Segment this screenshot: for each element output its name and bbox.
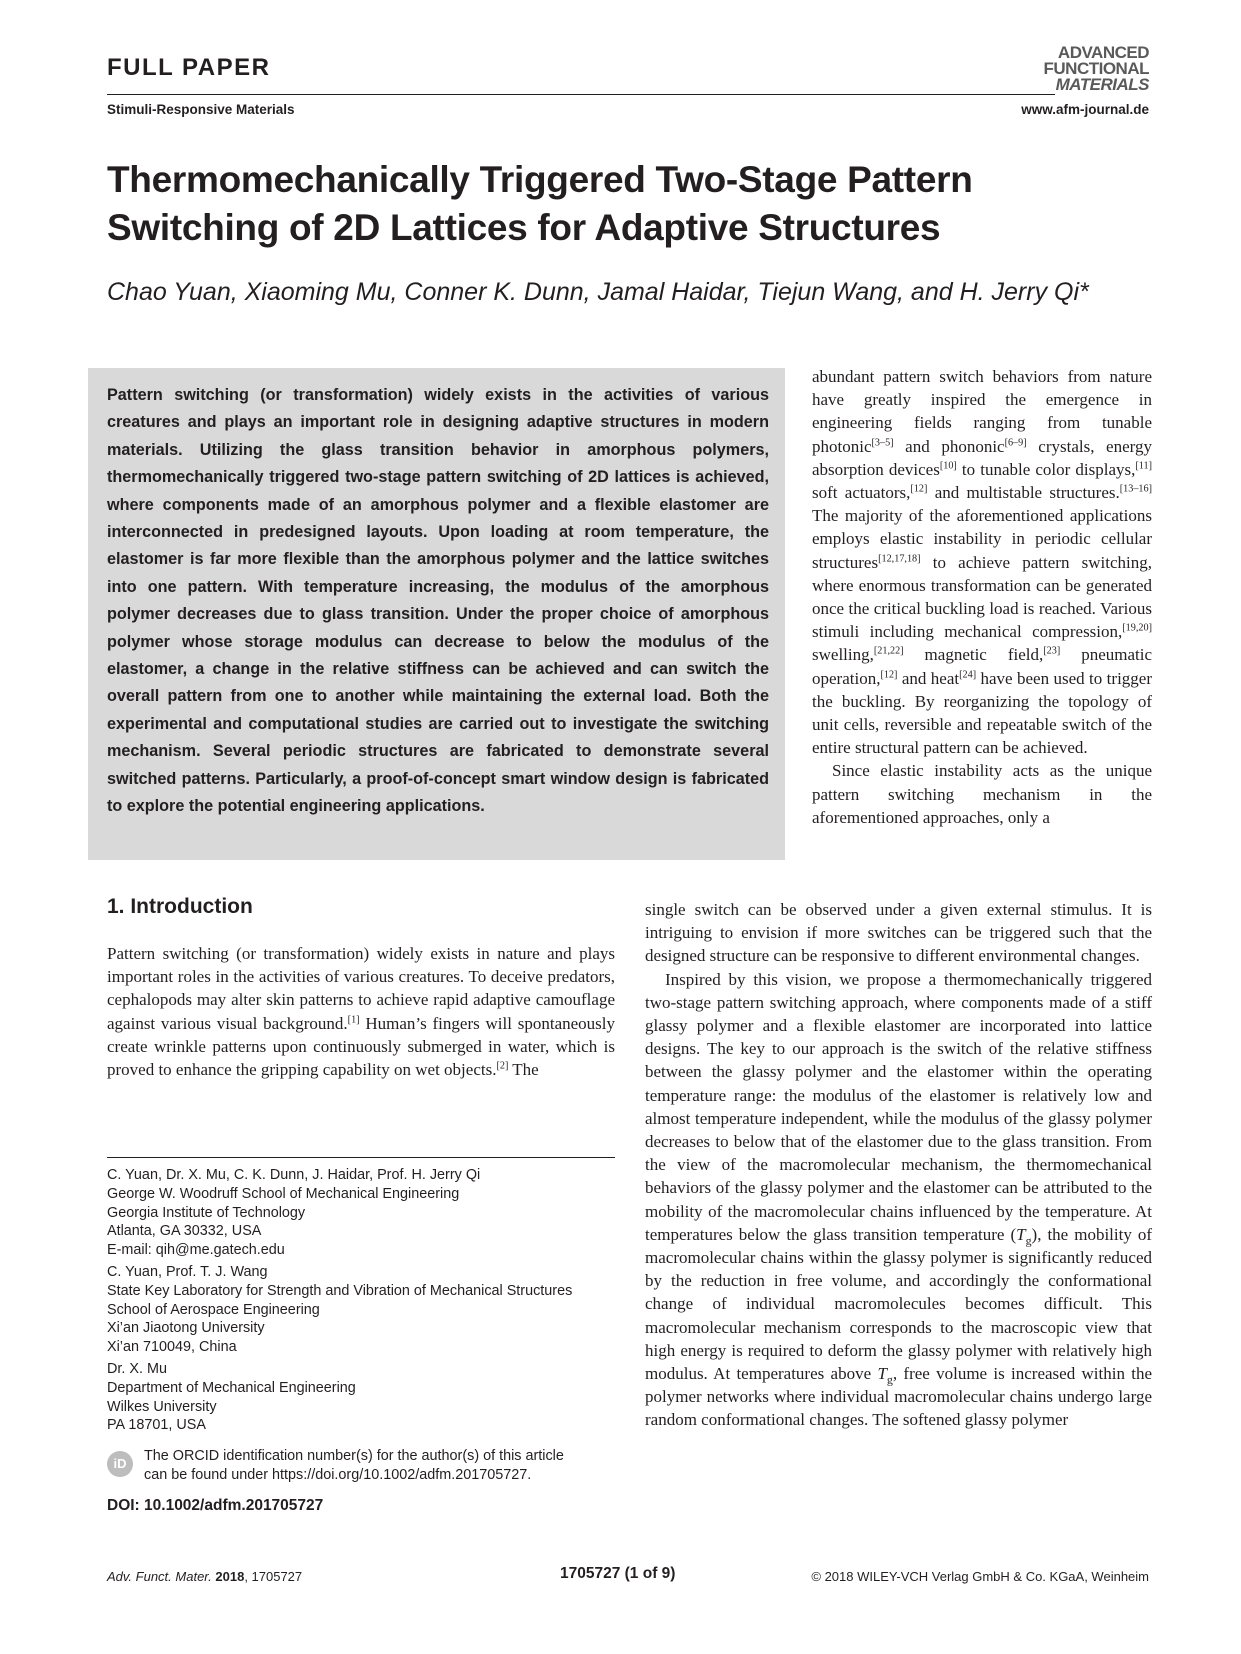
citation[interactable]: [1]	[347, 1013, 360, 1025]
section-tag: Stimuli-Responsive Materials	[107, 102, 295, 117]
paper-title: Thermomechanically Triggered Two-Stage Pattern Switching of 2D Lattices for Adaptive Structures	[107, 159, 973, 248]
section-heading: 1. Introduction	[107, 895, 253, 918]
citation[interactable]: [19,20]	[1122, 622, 1152, 634]
citation[interactable]: [12]	[910, 483, 928, 495]
affiliation-block: C. Yuan, Prof. T. J. Wang State Key Laboratory for Strength and Vibration of Mechanical Structures School of Aerospace Engineering Xi’an Jiaotong University Xi’an 710049, China	[107, 1263, 573, 1356]
orcid-link[interactable]: can be found under https://doi.org/10.1002/adfm.201705727.	[144, 1466, 532, 1483]
citation[interactable]: [12]	[880, 668, 898, 680]
journal-logo	[1044, 45, 1149, 93]
citation[interactable]: [2]	[496, 1060, 509, 1072]
copyright: © 2018 WILEY-VCH Verlag GmbH & Co. KGaA, Weinheim	[811, 1569, 1149, 1584]
page-number: 1705727 (1 of 9)	[560, 1565, 676, 1582]
author-list: Chao Yuan, Xiaoming Mu, Conner K. Dunn, Jamal Haidar, Tiejun Wang, and H. Jerry Qi*	[107, 278, 1089, 306]
article-type-label: FULL PAPER	[107, 54, 271, 81]
abstract-text: Pattern switching (or transformation) widely exists in the activities of various creatures and plays an important role in designing adaptive structures in modern materials. Utilizing the glass transition behavior in amorphous polymers, thermomechanically triggered two-stage pattern switching of 2D lattices is achieved, where components made of an amorphous polymer and a flexible elastomer are interconnected in predesigned layouts. Upon loading at room temperature, the elastomer is far more flexible than the amorphous polymer and the lattice switches into one pattern. With temperature increasing, the modulus of the amorphous polymer decreases due to glass transition. Under the proper choice of amorphous polymer whose storage modulus can decrease to below the modulus of the elastomer, a change in the relative stiffness can be achieved and can switch the overall pattern from one to another while maintaining the external load. Both the experimental and computational studies are carried out to investigate the switching mechanism. Several periodic structures are fabricated to demonstrate several switched patterns. Particularly, a proof-of-concept smart window design is fabricated to explore the potential engineering applications.	[107, 386, 769, 816]
logo-line-3: MATERIALS	[1055, 75, 1149, 94]
orcid-note: iD The ORCID identification number(s) for the author(s) of this article can be found under https://doi.org/10.1002/adfm.201705727.	[107, 1447, 617, 1485]
logo-line-1: ADVANCED	[1057, 43, 1149, 62]
affiliations	[107, 1166, 617, 1438]
email-link[interactable]: E-mail: qih@me.gatech.edu	[107, 1242, 285, 1259]
affiliation-divider	[107, 1157, 615, 1158]
introduction-paragraph: Pattern switching (or transformation) widely exists in nature and plays important roles in the activities of various creatures. To deceive predators, cephalopods may alter skin patterns to achieve rapid adaptive camouflage against various visual background.[1] Human’s fingers will spontaneously create wrinkle patterns upon continuously submerged in water, which is proved to enhance the gripping capability on wet objects.[2] The	[107, 944, 616, 1080]
citation[interactable]: [12,17,18]	[878, 552, 921, 564]
footer-citation: Adv. Funct. Mater. 2018, 1705727	[107, 1569, 303, 1584]
citation[interactable]: [11]	[1135, 460, 1152, 472]
citation[interactable]: [24]	[959, 668, 977, 680]
citation[interactable]: [23]	[1043, 645, 1061, 657]
header-divider	[107, 94, 1055, 95]
citation[interactable]: [21,22]	[873, 645, 904, 657]
citation[interactable]: [6–9]	[1004, 436, 1027, 448]
citation[interactable]: [10]	[939, 460, 957, 472]
body-paragraph: Inspired by this vision, we propose a thermomechanically triggered two-stage pattern switching approach, where components made of a stiff glassy polymer and a flexible elastomer are incorporated into lattice designs. The key to our approach is the switch of the relative stiffness between the glassy polymer and the elastomer within the operating temperature range: the modulus of the elastomer is relatively low and almost temperature independent, while the modulus of the glassy polymer decreases to below that of the elastomer due to the glass transition. From the view of the macromolecular mechanism, the thermomechanical behaviors of the glassy polymer and the elastomer can be attributed to the mobility of the macromolecular chains influenced by the temperature. At temperatures below the glass transition temperature $(T_g)$, the mobility of macromolecular chains within the glassy polymer is significantly reduced by the reduction in free volume, and accordingly the conformational change of individual macromolecules becomes difficult. This macromolecular mechanism corresponds to the macroscopic view that high energy is required to deform the glassy polymer with relatively high modulus. At temperatures above $T_g$, free volume is increased within the polymer networks where individual macromolecular chains undergo large random conformational changes. The softened glassy polymer	[645, 969, 1153, 1430]
body-paragraph: single switch can be observed under a given external stimulus. It is intriguing to envision if more switches can be triggered such that the designed structure can be responsive to different environmental changes.	[645, 900, 1152, 966]
citation[interactable]: [3–5]	[871, 436, 894, 448]
orcid-icon: iD	[107, 1451, 133, 1477]
right-column-main	[645, 898, 1152, 1432]
right-column-top	[812, 365, 1152, 829]
citation[interactable]: [13–16]	[1119, 483, 1153, 495]
doi-link[interactable]: DOI: 10.1002/adfm.201705727	[107, 1497, 324, 1514]
body-paragraph: Since elastic instability acts as the unique pattern switching mechanism in the aforementioned approaches, only a	[812, 761, 1152, 827]
journal-url-link[interactable]: www.afm-journal.de	[1021, 102, 1149, 117]
body-paragraph: abundant pattern switch behaviors from nature have greatly inspired the emergence in engineering fields ranging from tunable photonic[3–5] and phononic[6–9] crystals, energy absorption devices[10] to tunable color displays,[11] soft actuators,[12] and multistable structures.[13–16] The majority of the aforementioned applications employs elastic instability in periodic cellular structures[12,17,18] to achieve pattern switching, where enormous transformation can be generated once the critical buckling load is reached. Various stimuli including mechanical compression,[19,20] swelling,[21,22] magnetic field,[23] pneumatic operation,[12] and heat[24] have been used to trigger the buckling. By reorganizing the topology of unit cells, reversible and repeatable switch of the entire structural pattern can be achieved.	[812, 367, 1153, 758]
affiliation-block: Dr. X. Mu Department of Mechanical Engineering Wilkes University PA 18701, USA	[107, 1360, 356, 1434]
logo-line-2: FUNCTIONAL	[1043, 59, 1149, 78]
affiliation-block: C. Yuan, Dr. X. Mu, C. K. Dunn, J. Haidar, Prof. H. Jerry Qi George W. Woodruff School of Mechanical Engineering Georgia Institute of Technology Atlanta, GA 30332, USA E-mail: qih@me.gatech.edu	[107, 1166, 617, 1260]
